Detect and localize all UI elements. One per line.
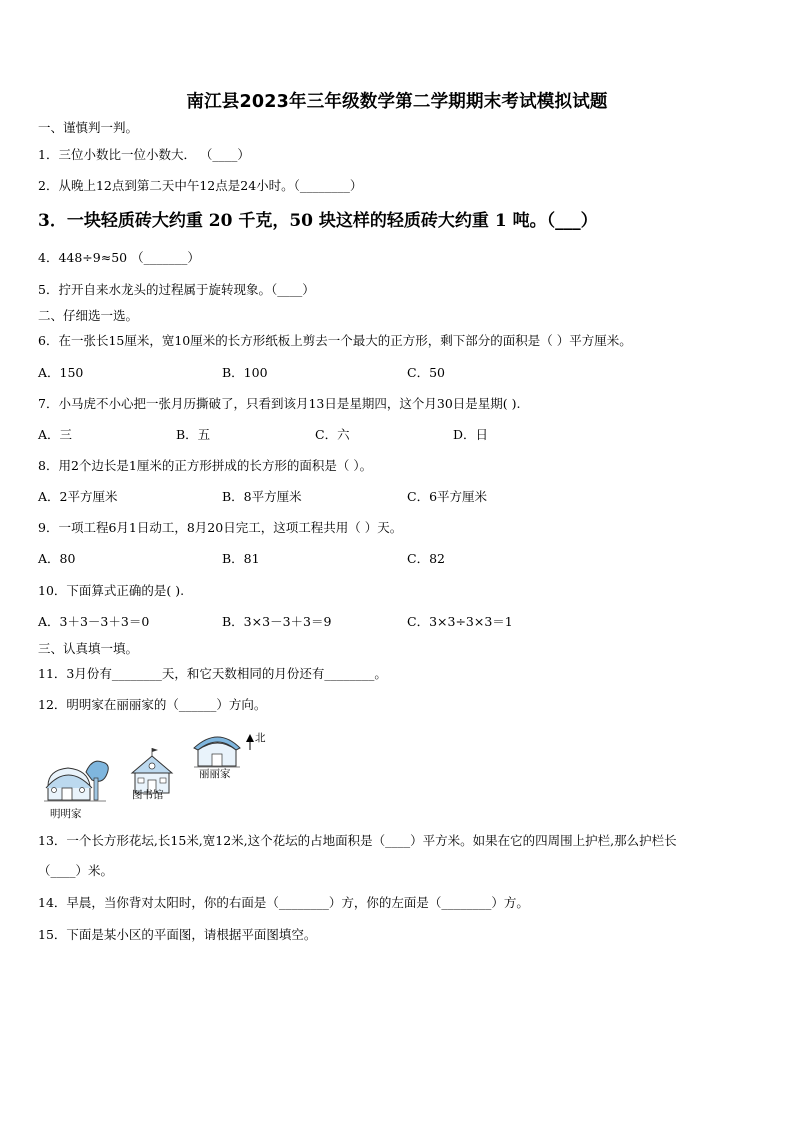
q6-option-b: B．100	[222, 365, 268, 380]
q9-option-b: B．81	[222, 551, 260, 566]
q8-option-c: C．6平方厘米	[407, 489, 488, 504]
q7-option-a: A．三	[38, 427, 73, 442]
question-12: 12．明明家在丽丽家的（______）方向。	[38, 697, 267, 712]
question-3: 3．一块轻质砖大约重 20 千克，50 块这样的轻质砖大约重 1 吨。（___）	[38, 211, 598, 231]
question-4: 4．448÷9≈50 （_______）	[38, 250, 200, 265]
question-10: 10．下面算式正确的是( ).	[38, 583, 185, 598]
q9-option-c: C．82	[407, 551, 445, 566]
mingming-house-icon	[44, 761, 108, 801]
question-5: 5．拧开自来水龙头的过程属于旋转现象。（____）	[38, 282, 315, 297]
q6-option-a: A．150	[38, 365, 84, 380]
q10-option-c: C．3×3÷3×3＝1	[407, 614, 513, 629]
question-9: 9．一项工程6月1日动工，8月20日完工，这项工程共用（ ）天。	[38, 520, 403, 535]
page-title: 南江县2023年三年级数学第二学期期末考试模拟试题	[186, 92, 608, 112]
question-7: 7．小马虎不小心把一张月历撕破了，只看到该月13日是星期四，这个月30日是星期( ).	[38, 396, 521, 411]
north-label: 北	[255, 732, 266, 744]
question-13-line-2: （____）米。	[38, 863, 114, 878]
q7-option-b: B．五	[176, 427, 211, 442]
q10-option-a: A．3＋3－3＋3＝0	[38, 614, 150, 629]
mingming-house-label: 明明家	[50, 808, 82, 820]
question-15: 15．下面是某小区的平面图，请根据平面图填空。	[38, 927, 317, 942]
section-choose: 二、仔细选一选。	[38, 308, 139, 323]
question-2: 2．从晚上12点到第二天中午12点是24小时。（________）	[38, 178, 363, 193]
q8-option-b: B．8平方厘米	[222, 489, 302, 504]
question-11: 11．3月份有________天，和它天数相同的月份还有________。	[38, 666, 387, 681]
question-13-line-1: 13．一个长方形花坛,长15米,宽12米,这个花坛的占地面积是（____）平方米。如果在它的四周围上护栏,那么护栏长	[38, 833, 677, 848]
q6-option-c: C．50	[407, 365, 445, 380]
q7-option-d: D．日	[453, 427, 489, 442]
question-8: 8．用2个边长是1厘米的正方形拼成的长方形的面积是（ ）。	[38, 458, 373, 473]
section-fill: 三、认真填一填。	[38, 641, 139, 656]
question-6: 6．在一张长15厘米，宽10厘米的长方形纸板上剪去一个最大的正方形，剩下部分的面积是（ ）平方厘米。	[38, 333, 632, 348]
library-label: 图书馆	[132, 789, 164, 801]
north-arrow-icon	[246, 734, 254, 750]
question-1: 1．三位小数比一位小数大． （____）	[38, 147, 250, 162]
q7-option-c: C．六	[315, 427, 350, 442]
q10-option-b: B．3×3－3＋3＝9	[222, 614, 332, 629]
question-14: 14．早晨，当你背对太阳时，你的右面是（________）方，你的左面是（________）方。	[38, 895, 529, 910]
section-judge: 一、谨慎判一判。	[38, 120, 139, 135]
q8-option-a: A．2平方厘米	[38, 489, 118, 504]
lili-house-icon	[194, 737, 240, 767]
lili-house-label: 丽丽家	[199, 768, 231, 780]
q9-option-a: A．80	[38, 551, 76, 566]
